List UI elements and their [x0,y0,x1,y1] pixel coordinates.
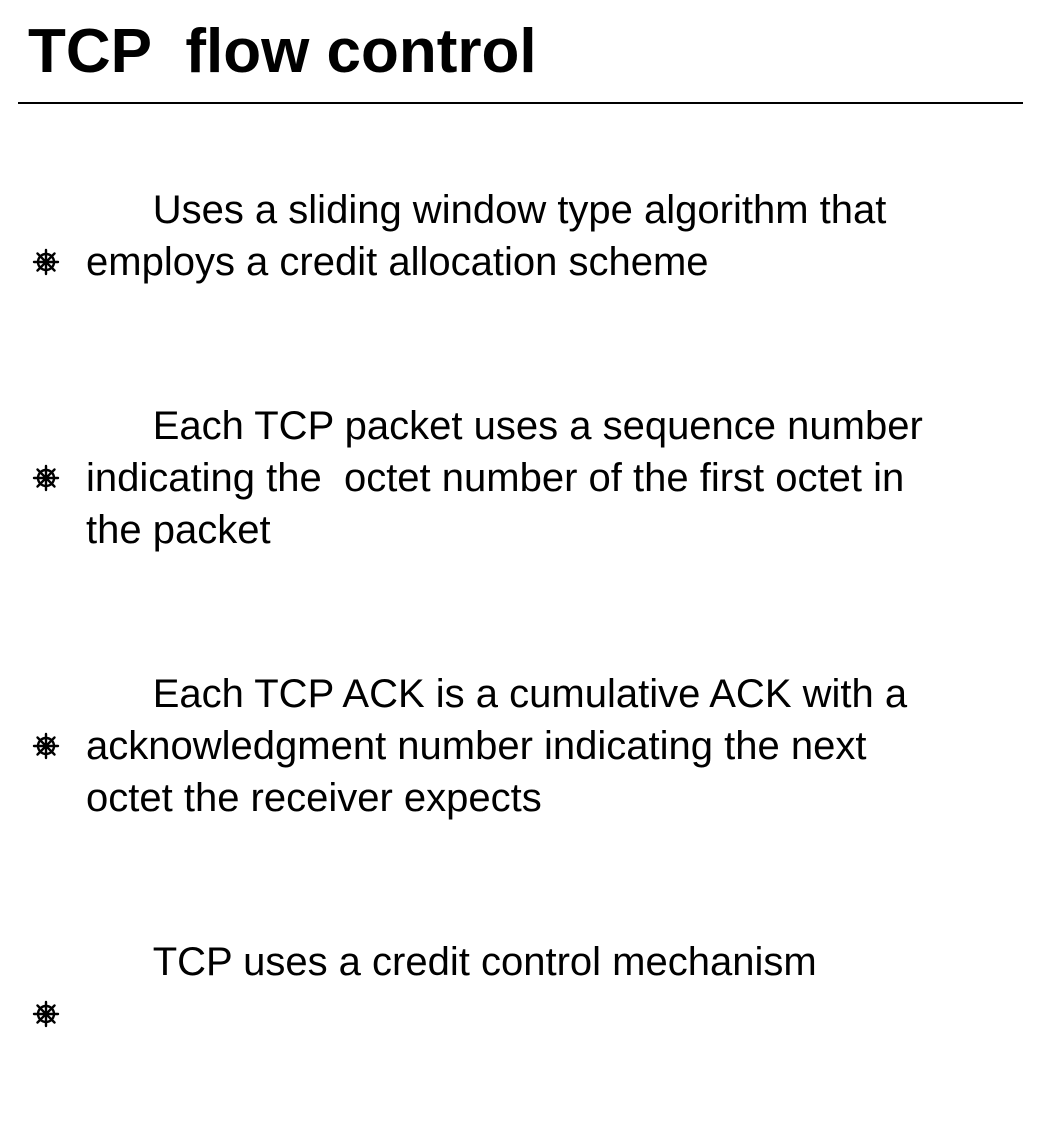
bullet-line: TCP uses a credit control mechanism [152,940,817,984]
bullet-item [0,348,986,608]
ship-wheel-icon [32,144,60,172]
bullet-line: employs a credit allocation scheme [86,240,709,284]
ship-wheel-icon [32,360,60,388]
bullet-list [0,132,986,1048]
bullet-item [0,132,986,340]
bullet-line: the packet [86,508,271,552]
bullet-item [0,616,986,876]
bullet-item [0,884,986,1040]
slide-title: TCP flow control [28,17,537,86]
title-divider [18,102,1023,104]
ship-wheel-icon [32,896,60,924]
ship-wheel-icon [32,628,60,656]
bullet-line: Each TCP ACK is a cumulative ACK with a [152,672,908,716]
bullet-line: indicating the octet number of the first octet in [86,456,905,500]
bullet-line: octet the receiver expects [86,776,542,820]
bullet-line: Each TCP packet uses a sequence number [152,404,923,448]
bullet-line: acknowledgment number indicating the next [86,724,867,768]
bullet-line: Uses a sliding window type algorithm that [152,188,887,232]
